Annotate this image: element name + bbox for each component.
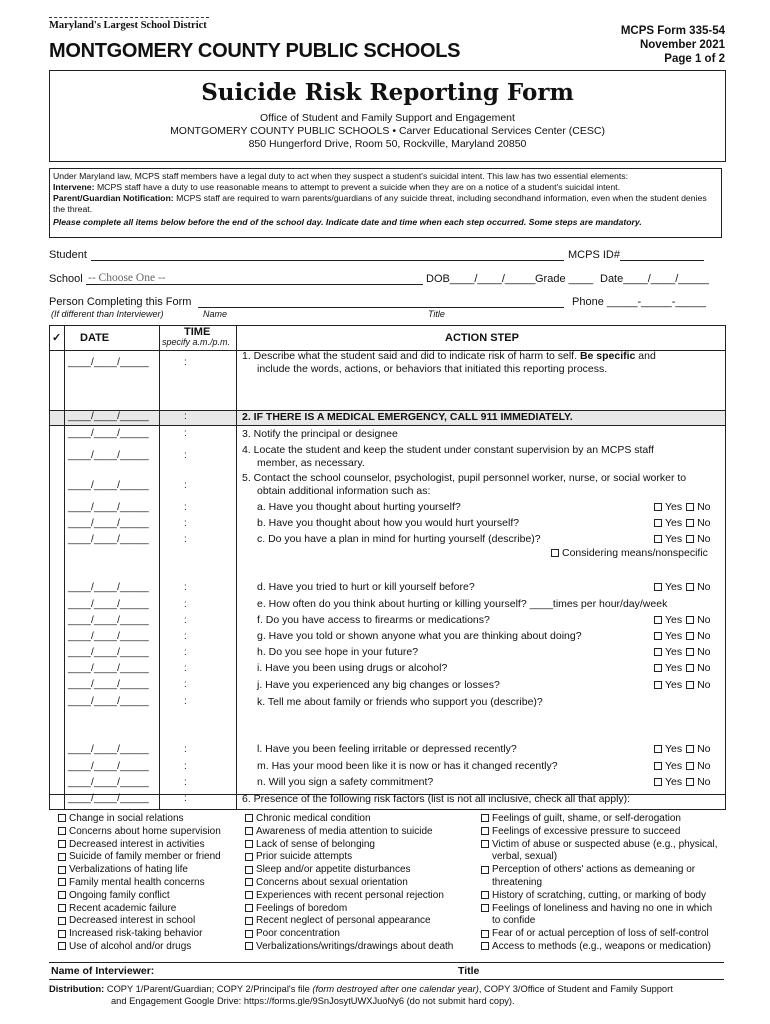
question-j: j. Have you experienced any big changes or losses?: [257, 679, 500, 691]
no-label: No: [697, 662, 711, 674]
mcps-id-label: MCPS ID#: [568, 249, 620, 261]
risk-factor-item[interactable]: [57, 941, 191, 954]
risk-factor-item[interactable]: [244, 890, 444, 903]
risk-factor-item[interactable]: [480, 903, 712, 916]
risk-label: Concerns about home supervision: [69, 825, 221, 837]
risk-factor-item[interactable]: [57, 864, 188, 877]
time-entry[interactable]: :: [184, 793, 187, 804]
risk-checkbox[interactable]: [58, 891, 66, 899]
time-entry[interactable]: :: [184, 534, 187, 545]
risk-label: Decreased interest in school: [69, 915, 196, 927]
yes-label: Yes: [665, 679, 683, 691]
no-label: No: [697, 501, 711, 513]
question-a: a. Have you thought about hurting yourself?: [257, 501, 461, 513]
yes-checkbox[interactable]: [654, 583, 662, 591]
step-2: 2. IF THERE IS A MEDICAL EMERGENCY, CALL 911 IMMEDIATELY.: [242, 411, 573, 423]
dob-label: DOB____/____/_____: [426, 273, 536, 285]
time-entry[interactable]: :: [184, 647, 187, 658]
risk-factor-item[interactable]: [244, 864, 411, 877]
yes-label: Yes: [665, 614, 683, 626]
time-entry[interactable]: :: [184, 450, 187, 461]
yes-label: Yes: [665, 646, 683, 658]
risk-checkbox[interactable]: [481, 814, 489, 822]
name-sublabel: Name: [203, 309, 228, 319]
no-checkbox[interactable]: [686, 681, 694, 689]
risk-factor-item[interactable]: [480, 877, 542, 890]
date-entry[interactable]: ____/____/_____: [68, 411, 149, 422]
school-underline: [86, 284, 423, 285]
yes-checkbox[interactable]: [654, 535, 662, 543]
district-name: MONTGOMERY COUNTY PUBLIC SCHOOLS: [49, 40, 461, 62]
risk-factor-item[interactable]: [57, 915, 195, 928]
considering-label: Considering means/nonspecific: [562, 547, 708, 559]
date-entry[interactable]: ____/____/_____: [68, 744, 149, 755]
title-sublabel: Title: [428, 309, 445, 319]
step-5-line2: obtain additional information such as:: [257, 485, 431, 497]
form-title: Suicide Risk Reporting Form: [201, 79, 574, 106]
risk-factor-item[interactable]: [480, 839, 718, 852]
yes-checkbox[interactable]: [654, 519, 662, 527]
question-h: h. Do you see hope in your future?: [257, 646, 419, 658]
if-different-note: (If different than Interviewer): [51, 309, 164, 319]
no-label: No: [697, 760, 711, 772]
risk-checkbox[interactable]: [245, 904, 253, 912]
yes-label: Yes: [665, 630, 683, 642]
no-checkbox[interactable]: [686, 745, 694, 753]
notice-intervene: Intervene: MCPS staff have a duty to use reasonable means to attempt to prevent a suicide when they are on a notice of a student's suicidal intent.: [53, 182, 621, 192]
no-checkbox[interactable]: [686, 778, 694, 786]
step-1: 1. Describe what the student said and did to indicate risk of harm to self. Be specific and: [242, 350, 656, 362]
footer-rule-bottom: [49, 979, 724, 980]
question-c: c. Do you have a plan in mind for hurting yourself (describe)?: [257, 533, 541, 545]
yes-label: Yes: [665, 517, 683, 529]
risk-label: Experiences with recent personal rejection: [256, 889, 444, 901]
no-label: No: [697, 533, 711, 545]
risk-factor-item[interactable]: [57, 928, 202, 941]
time-entry[interactable]: :: [184, 518, 187, 529]
risk-checkbox[interactable]: [245, 878, 253, 886]
time-entry[interactable]: :: [184, 502, 187, 513]
risk-factor-item[interactable]: [480, 864, 695, 877]
page-number: Page 1 of 2: [664, 53, 725, 65]
no-label: No: [697, 614, 711, 626]
time-entry[interactable]: :: [184, 679, 187, 690]
yes-checkbox[interactable]: [654, 648, 662, 656]
risk-label: Family mental health concerns: [69, 877, 205, 888]
risk-factor-item[interactable]: [480, 915, 535, 928]
interviewer-title-label: Title: [458, 965, 480, 977]
yes-no-choice[interactable]: [653, 517, 711, 529]
no-checkbox[interactable]: [686, 503, 694, 511]
question-l: l. Have you been feeling irritable or depressed recently?: [257, 743, 517, 755]
date-entry[interactable]: ____/____/_____: [68, 761, 149, 772]
risk-checkbox[interactable]: [58, 814, 66, 822]
risk-label: Feelings of loneliness and having no one in which: [492, 902, 713, 914]
risk-factor-item[interactable]: [57, 877, 205, 890]
no-label: No: [697, 517, 711, 529]
yes-no-choice[interactable]: [653, 501, 711, 513]
address: 850 Hungerford Drive, Room 50, Rockville, Maryland 20850: [248, 138, 527, 150]
question-k: k. Tell me about family or friends who support you (describe)?: [257, 696, 543, 708]
yes-checkbox[interactable]: [654, 762, 662, 770]
risk-factor-item[interactable]: [244, 915, 431, 928]
action-table: [49, 325, 726, 810]
risk-factor-item[interactable]: [480, 890, 706, 903]
risk-checkbox[interactable]: [481, 904, 489, 912]
risk-factor-item[interactable]: [244, 839, 375, 852]
office-name: Office of Student and Family Support and Engagement: [260, 112, 515, 124]
date-entry[interactable]: ____/____/_____: [68, 534, 149, 545]
notice-notify: Parent/Guardian Notification: MCPS staff are required to warn parents/guardians of any suicide threat, including secondhand information, even when the student denies the threat.: [53, 193, 707, 214]
yes-label: Yes: [665, 662, 683, 674]
no-checkbox[interactable]: [686, 535, 694, 543]
no-label: No: [697, 776, 711, 788]
risk-label: Fear of or actual perception of loss of self-control: [492, 928, 709, 940]
question-i: i. Have you been using drugs or alcohol?: [257, 662, 448, 674]
yes-no-choice[interactable]: [653, 614, 711, 626]
risk-factor-item[interactable]: [57, 826, 221, 839]
risk-label: Feelings of guilt, shame, or self-derogation: [492, 813, 681, 824]
date-entry[interactable]: ____/____/_____: [68, 663, 149, 674]
no-checkbox[interactable]: [686, 664, 694, 672]
risk-factor-item[interactable]: [57, 813, 184, 826]
risk-label: Verbalizations/writings/drawings about death: [256, 941, 454, 952]
yes-no-choice[interactable]: [653, 679, 711, 691]
time-entry[interactable]: :: [184, 582, 187, 593]
no-label: No: [697, 646, 711, 658]
risk-checkbox[interactable]: [58, 827, 66, 835]
risk-factor-item[interactable]: [480, 813, 681, 826]
risk-factor-item[interactable]: [57, 903, 176, 916]
check-column-header: ✓: [52, 332, 62, 344]
risk-label: Verbalizations of hating life: [69, 864, 188, 876]
question-m: m. Has your mood been like it is now or has it changed recently?: [257, 760, 558, 772]
date-entry[interactable]: ____/____/_____: [68, 518, 149, 529]
risk-checkbox[interactable]: [481, 866, 489, 874]
step-1-line2: include the words, actions, or behaviors that initiated this reporting process.: [257, 363, 608, 375]
yes-no-choice[interactable]: [653, 760, 711, 772]
yes-checkbox[interactable]: [654, 778, 662, 786]
risk-factor-item[interactable]: [480, 851, 557, 864]
risk-factor-item[interactable]: [244, 941, 453, 954]
time-entry[interactable]: :: [184, 615, 187, 626]
yes-label: Yes: [665, 501, 683, 513]
step-3: 3. Notify the principal or designee: [242, 428, 398, 440]
step-5: 5. Contact the school counselor, psychologist, pupil personnel worker, nurse, or social worker to: [242, 472, 687, 484]
no-checkbox[interactable]: [686, 648, 694, 656]
considering-checkbox[interactable]: [551, 549, 559, 557]
school-select[interactable]: -- Choose One --: [88, 272, 166, 284]
risk-checkbox[interactable]: [245, 814, 253, 822]
question-d: d. Have you tried to hurt or kill yourself before?: [257, 581, 475, 593]
risk-label: Ongoing family conflict: [69, 889, 170, 901]
risk-factor-item[interactable]: [57, 890, 170, 903]
risk-label: History of scratching, cutting, or marking of body: [492, 889, 706, 901]
yes-no-choice[interactable]: [653, 533, 711, 545]
considering-means-option[interactable]: [550, 547, 708, 559]
risk-checkbox[interactable]: [245, 942, 253, 950]
date-entry[interactable]: ____/____/_____: [68, 502, 149, 513]
time-column-header: TIME: [184, 326, 211, 338]
no-checkbox[interactable]: [686, 762, 694, 770]
time-entry[interactable]: :: [184, 428, 187, 439]
yes-checkbox[interactable]: [654, 632, 662, 640]
risk-checkbox[interactable]: [58, 942, 66, 950]
risk-label: Use of alcohol and/or drugs: [69, 941, 192, 952]
grade-label: Grade ____: [535, 273, 594, 285]
risk-checkbox[interactable]: [245, 853, 253, 861]
risk-checkbox[interactable]: [481, 840, 489, 848]
mcps-id-input[interactable]: [620, 260, 704, 261]
yes-no-choice[interactable]: [653, 776, 711, 788]
risk-factor-item[interactable]: [244, 903, 347, 916]
yes-no-choice[interactable]: [653, 662, 711, 674]
risk-checkbox[interactable]: [58, 866, 66, 874]
time-entry[interactable]: :: [184, 480, 187, 491]
legal-notice: [49, 168, 722, 238]
risk-checkbox[interactable]: [58, 840, 66, 848]
person-input[interactable]: [198, 307, 564, 308]
no-checkbox[interactable]: [686, 632, 694, 640]
yes-label: Yes: [665, 776, 683, 788]
risk-checkbox[interactable]: [481, 930, 489, 938]
risk-factor-item[interactable]: [480, 826, 680, 839]
risk-factor-item[interactable]: [244, 928, 340, 941]
no-label: No: [697, 743, 711, 755]
risk-checkbox[interactable]: [481, 891, 489, 899]
notice-instruction: Please complete all items below before the end of the school day. Indicate date and time when each step occurred. Some steps are mandatory.: [53, 217, 642, 227]
risk-factor-item[interactable]: [244, 877, 408, 890]
yes-checkbox[interactable]: [654, 503, 662, 511]
risk-checkbox[interactable]: [245, 930, 253, 938]
yes-label: Yes: [665, 760, 683, 772]
risk-checkbox[interactable]: [245, 891, 253, 899]
title-box: [49, 70, 726, 162]
risk-factor-item[interactable]: [57, 839, 205, 852]
question-b: b. Have you thought about how you would hurt yourself?: [257, 517, 520, 529]
risk-label: verbal, sexual): [492, 851, 558, 863]
footer-rule: [49, 962, 724, 963]
distribution: Distribution: COPY 1/Parent/Guardian; COPY 2/Principal's file (form destroyed after one calendar year), COPY 3/Office of Student and Family Support and Engagement Google Drive: https://forms.gle/9SnJosytUWXJuoNy6 (do not submit hard copy).: [49, 984, 673, 1006]
yes-checkbox[interactable]: [654, 664, 662, 672]
yes-label: Yes: [665, 533, 683, 545]
risk-label: threatening: [492, 877, 543, 888]
risk-label: Awareness of media attention to suicide: [256, 825, 433, 837]
time-entry[interactable]: :: [184, 357, 187, 368]
date-column-header: DATE: [80, 332, 110, 344]
form-date: November 2021: [639, 39, 725, 51]
yes-no-choice[interactable]: [653, 581, 711, 593]
question-g: g. Have you told or shown anyone what you are thinking about doing?: [257, 630, 582, 642]
risk-checkbox[interactable]: [245, 917, 253, 925]
risk-label: Prior suicide attempts: [256, 851, 353, 863]
risk-label: Poor concentration: [256, 928, 340, 940]
center-name: MONTGOMERY COUNTY PUBLIC SCHOOLS • Carver Educational Services Center (CESC): [170, 125, 605, 137]
risk-label: Recent neglect of personal appearance: [256, 915, 431, 927]
risk-checkbox[interactable]: [245, 827, 253, 835]
risk-label: Suicide of family member or friend: [69, 851, 221, 863]
date-entry[interactable]: ____/____/_____: [68, 631, 149, 642]
form-number: MCPS Form 335-54: [620, 25, 725, 37]
question-n: n. Will you sign a safety commitment?: [257, 776, 434, 788]
date-entry[interactable]: ____/____/_____: [68, 679, 149, 690]
risk-label: Feelings of boredom: [256, 902, 348, 914]
no-checkbox[interactable]: [686, 519, 694, 527]
time-entry[interactable]: :: [184, 599, 187, 610]
yes-checkbox[interactable]: [654, 616, 662, 624]
time-entry[interactable]: :: [184, 696, 187, 707]
risk-label: Recent academic failure: [69, 902, 177, 914]
risk-label: Perception of others' actions as demeaning or: [492, 864, 696, 876]
date-entry[interactable]: ____/____/_____: [68, 696, 149, 707]
form-id-block: [621, 24, 725, 66]
risk-checkbox[interactable]: [481, 827, 489, 835]
risk-checkbox[interactable]: [58, 904, 66, 912]
risk-label: Change in social relations: [69, 813, 184, 824]
yes-label: Yes: [665, 581, 683, 593]
risk-factor-item[interactable]: [480, 928, 709, 941]
time-column-sub: specify a.m./p.m.: [162, 337, 231, 347]
yes-label: Yes: [665, 743, 683, 755]
date-entry[interactable]: ____/____/_____: [68, 357, 149, 368]
district-tagline: Maryland's Largest School District: [49, 20, 207, 31]
time-entry[interactable]: :: [184, 761, 187, 772]
school-label: School: [49, 273, 83, 285]
phone-label: Phone _____-_____-_____: [572, 296, 706, 308]
risk-checkbox[interactable]: [481, 942, 489, 950]
time-entry[interactable]: :: [184, 663, 187, 674]
step-4-line2: member, as necessary.: [257, 457, 365, 469]
no-label: No: [697, 630, 711, 642]
action-column-header: ACTION STEP: [445, 332, 519, 344]
time-entry[interactable]: :: [184, 744, 187, 755]
question-e: e. How often do you think about hurting or killing yourself? ____times per hour/day/week: [257, 598, 668, 610]
yes-checkbox[interactable]: [654, 681, 662, 689]
no-label: No: [697, 679, 711, 691]
risk-checkbox[interactable]: [58, 917, 66, 925]
date-entry[interactable]: ____/____/_____: [68, 450, 149, 461]
risk-factor-item[interactable]: [57, 851, 221, 864]
date-entry[interactable]: ____/____/_____: [68, 777, 149, 788]
risk-factor-item[interactable]: [244, 851, 352, 864]
person-label: Person Completing this Form: [49, 296, 192, 308]
student-input[interactable]: [91, 260, 564, 261]
interviewer-label: Name of Interviewer:: [51, 965, 155, 977]
risk-factor-item[interactable]: [244, 813, 371, 826]
yes-no-choice[interactable]: [653, 646, 711, 658]
student-label: Student: [49, 249, 87, 261]
risk-factor-item[interactable]: [480, 941, 711, 954]
time-entry[interactable]: :: [184, 631, 187, 642]
risk-checkbox[interactable]: [58, 853, 66, 861]
date-entry[interactable]: ____/____/_____: [68, 599, 149, 610]
risk-label: to confide: [492, 915, 536, 927]
no-checkbox[interactable]: [686, 616, 694, 624]
date-entry[interactable]: ____/____/_____: [68, 615, 149, 626]
no-checkbox[interactable]: [686, 583, 694, 591]
risk-checkbox[interactable]: [245, 840, 253, 848]
notice-intro: Under Maryland law, MCPS staff members have a legal duty to act when they suspect a student's suicidal intent. This law has two essential elements:: [53, 171, 628, 181]
risk-label: Victim of abuse or suspected abuse (e.g., physical,: [492, 838, 718, 850]
risk-label: Increased risk-taking behavior: [69, 928, 203, 940]
risk-factor-item[interactable]: [244, 826, 433, 839]
date-entry[interactable]: ____/____/_____: [68, 647, 149, 658]
risk-label: Chronic medical condition: [256, 813, 371, 824]
time-entry[interactable]: :: [184, 411, 187, 422]
step-4: 4. Locate the student and keep the student under constant supervision by an MCPS staff: [242, 444, 654, 456]
risk-label: Concerns about sexual orientation: [256, 877, 408, 888]
date-label: Date____/____/_____: [600, 273, 709, 285]
date-entry[interactable]: ____/____/_____: [68, 793, 149, 804]
risk-label: Feelings of excessive pressure to succeed: [492, 825, 681, 837]
risk-checkbox[interactable]: [245, 866, 253, 874]
yes-no-choice[interactable]: [653, 743, 711, 755]
time-entry[interactable]: :: [184, 777, 187, 788]
date-entry[interactable]: ____/____/_____: [68, 582, 149, 593]
risk-checkbox[interactable]: [58, 878, 66, 886]
date-entry[interactable]: ____/____/_____: [68, 480, 149, 491]
no-label: No: [697, 581, 711, 593]
yes-checkbox[interactable]: [654, 745, 662, 753]
date-entry[interactable]: ____/____/_____: [68, 428, 149, 439]
risk-label: Decreased interest in activities: [69, 838, 205, 850]
risk-checkbox[interactable]: [58, 930, 66, 938]
risk-label: Access to methods (e.g., weapons or medication): [492, 941, 711, 952]
step-6: 6. Presence of the following risk factors (list is not all inclusive, check all that apply):: [242, 793, 631, 805]
question-f: f. Do you have access to firearms or medications?: [257, 614, 490, 626]
yes-no-choice[interactable]: [653, 630, 711, 642]
risk-label: Lack of sense of belonging: [256, 838, 375, 850]
risk-label: Sleep and/or appetite disturbances: [256, 864, 411, 876]
